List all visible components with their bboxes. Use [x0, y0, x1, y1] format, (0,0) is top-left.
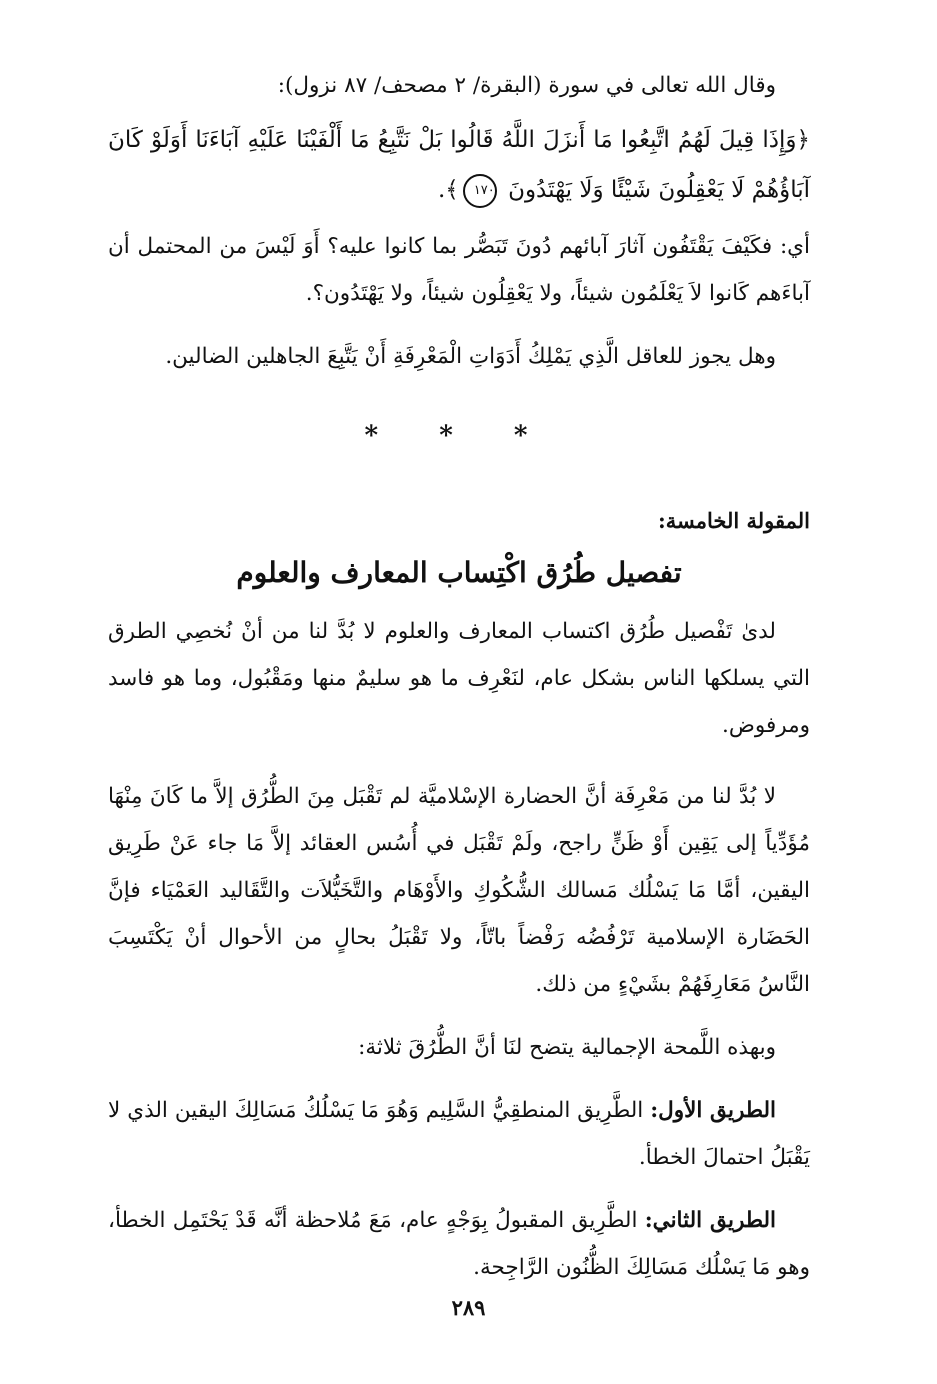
section-separator: * * * — [364, 421, 554, 451]
verse-close-bracket: ﴾. — [437, 177, 459, 203]
body-paragraph-3: وبهذه اللَّمحة الإجمالية يتضح لنَا أنَّ الطُّرُقَ ثلاثة: — [358, 1035, 776, 1060]
way-2-text: الطَّرِيق المقبولُ بِوَجْهٍ عام، مَعَ مُلاحظة أنَّه قَدْ يَحْتَمِل الخطأ، وهو مَا يَسْلُك مَسَالِكَ الظُّنُون الرَّاجِحة. — [108, 1208, 810, 1280]
book-page — [108, 62, 810, 1314]
section-title: تفصيل طُرُق اكْتِساب المعارف والعلوم — [236, 556, 682, 589]
verse-open-bracket: ﴿ — [796, 127, 810, 153]
page-number: ٢٨٩ — [451, 1295, 486, 1320]
quran-verse — [108, 115, 810, 215]
way-1-paragraph — [108, 1087, 810, 1181]
ayah-number-marker: ١٧٠ — [463, 174, 497, 208]
verse-text: وَإِذَا قِيلَ لَهُمُ اتَّبِعُوا مَا أَنزَلَ اللَّهُ قَالُوا بَلْ نَتَّبِعُ مَا أَلْفَيْنَا عَلَيْهِ آبَاءَنَا أَوَلَوْ كَانَ آبَاؤُهُمْ لَا يَعْقِلُونَ شَيْئًا وَلَا يَهْتَدُونَ — [108, 127, 810, 203]
section-label: المقولة الخامسة: — [658, 508, 810, 533]
way-1-label: الطريق الأول: — [650, 1098, 776, 1123]
way-2-paragraph — [108, 1197, 810, 1291]
body-paragraph-1: لدىٰ تَفْصيل طُرُق اكتساب المعارف والعلوم لا بُدَّ لنا من أنْ نُخصِي الطرق التي يسلكها الناس بشكل عام، لنَعْرِف ما هو سليمٌ منها ومَقْبُول، وما هو فاسد ومرفوض. — [108, 619, 810, 738]
commentary-paragraph-1: أي: فكَيْفَ يَقْتَفُون آثارَ آبائهم دُونَ تَبَصُّر بما كانوا عليه؟ أَوَ لَيْسَ من المحتمل أن آباءَهم كَانوا لاَ يَعْلَمُون شيئاً، ولا يَعْقِلُون شيئاً، ولا يَهْتَدُون؟. — [108, 234, 810, 306]
way-1-text: الطَّرِيق المنطقِيُّ السَّلِيم وَهُوَ مَا يَسْلُكُ مَسَالِكَ اليقين الذي لا يَقْبَلُ احتمالَ الخطأ. — [108, 1098, 810, 1170]
verse-intro: وقال الله تعالى في سورة (البقرة/ ٢ مصحف/ ٨٧ نزول): — [277, 73, 776, 98]
body-paragraph-2: لا بُدَّ لنا من مَعْرِفَة أنَّ الحضارة الإسْلاميَّة لم تَقْبَل مِنَ الطُّرُق إلاَّ ما كَانَ مِنْهَا مُؤَدِّياً إلى يَقِين أَوْ ظَنٍّ راجح، ولَمْ تَقْبَل في أُسُس العقائد إلاَّ مَا جاء عَنْ طَرِيق اليقين، أمَّا مَا يَسْلُك مَسالك الشُّكُوكِ والأَوْهَام والتَّخَيُّلاَت والتَّقَاليد العَمْيَاء فإنَّ الحَضَارة الإسلامية تَرْفُضُه رَفْضاً باتّاً، ولا تَقْبَلُ بحالٍ من الأحوال أنْ يَكْتَسِبَ النَّاسُ مَعَارِفَهُمْ بشَيْءٍ من ذلك. — [108, 784, 810, 997]
way-2-label: الطريق الثاني: — [644, 1208, 776, 1233]
commentary-paragraph-2: وهل يجوز للعاقل الَّذِي يَمْلِكُ أَدَوَاتِ الْمَعْرِفَةِ أَنْ يَتَّبِعَ الجاهلين الضالين. — [165, 344, 776, 369]
